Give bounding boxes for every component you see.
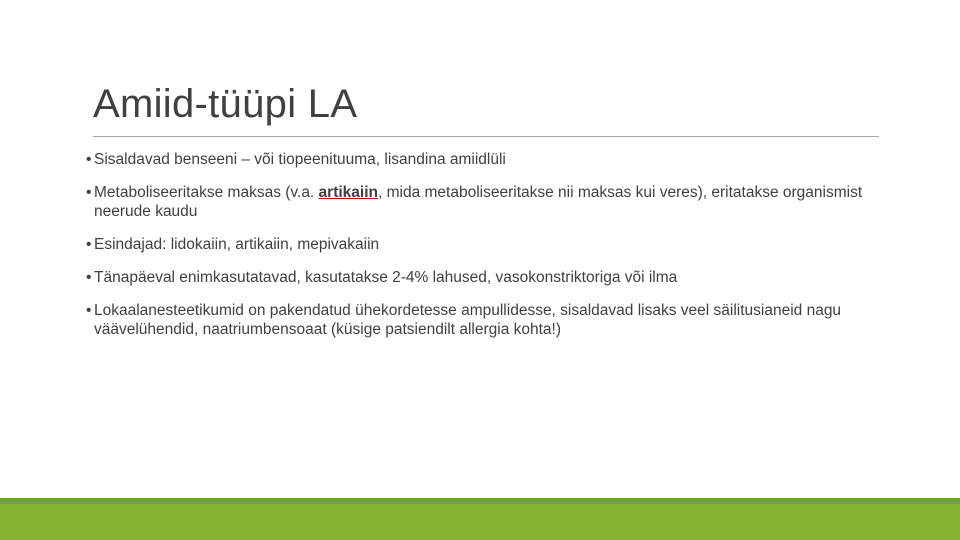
bullet-text: Sisaldavad benseeni – või tiopeenituuma, lisandina amiidlüli (94, 151, 506, 168)
bullet-item (86, 235, 866, 254)
bullet-item (86, 301, 866, 339)
footer-accent-bar (0, 504, 960, 540)
bullet-text-post: , mida metaboliseeritakse nii maksas kui veres), eritatakse organismist neerude kaudu (94, 184, 863, 220)
bullet-highlight-term: artikaiin (318, 184, 378, 201)
bullet-item (86, 183, 866, 221)
bullet-list (86, 150, 866, 353)
bullet-item (86, 150, 866, 169)
slide-title: Amiid-tüüpi LA (93, 82, 358, 126)
bullet-text: Esindajad: lidokaiin, artikaiin, mepivakaiin (94, 236, 380, 253)
bullet-text: Lokaalanesteetikumid on pakendatud ühekordetesse ampullidesse, sisaldavad lisaks veel säilitusianeid nagu väävelühendid, naatriumbensoaat (küsige patsiendilt allergia kohta!) (94, 302, 842, 338)
bullet-item (86, 268, 866, 287)
bullet-text: Tänapäeval enimkasutatavad, kasutatakse 2-4% lahused, vasokonstriktoriga või ilma (94, 269, 678, 286)
title-divider (93, 136, 879, 137)
bullet-text-pre: Metaboliseeritakse maksas (v.a. (94, 184, 319, 201)
